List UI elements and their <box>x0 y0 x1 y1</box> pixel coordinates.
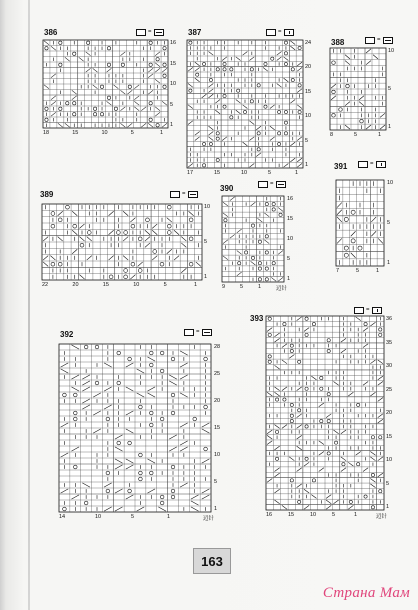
column-tick-label: 5 <box>268 170 272 176</box>
legend-blank-cell <box>258 181 268 188</box>
row-tick-label: 5 <box>387 220 391 226</box>
legend-equals: = <box>182 190 186 197</box>
legend-equals: = <box>366 306 370 313</box>
column-tick-label: 16 <box>266 512 273 518</box>
column-tick-label: 1 <box>160 130 164 136</box>
column-tick-label: 5 <box>356 268 360 274</box>
row-tick-label: 10 <box>386 457 393 463</box>
row-tick-label: 15 <box>170 60 177 67</box>
column-tick-label: 14 <box>59 514 66 520</box>
chart-391 <box>332 160 398 280</box>
column-tick-label: 5 <box>354 132 358 138</box>
row-tick-label: 5 <box>204 239 208 245</box>
column-tick-label: 15 <box>288 512 295 518</box>
row-tick-label: 10 <box>287 236 294 242</box>
chart-392 <box>56 328 226 532</box>
chart-number: 390 <box>220 184 234 193</box>
legend-equals: = <box>370 160 374 167</box>
chart-388 <box>325 36 397 142</box>
row-tick-label: 1 <box>387 260 391 266</box>
legend-equals: = <box>270 180 274 187</box>
stitch-grid <box>262 312 386 512</box>
row-tick-label: 1 <box>386 504 390 510</box>
column-tick-label: 5 <box>240 284 244 290</box>
chart-legend <box>266 28 294 36</box>
legend-symbol-cell <box>383 37 393 44</box>
column-tick-label: 1 <box>194 282 198 288</box>
row-tick-label: 1 <box>388 124 392 130</box>
column-tick-label: 10 <box>241 170 248 176</box>
row-tick-label: 16 <box>287 196 294 202</box>
row-tick-label: 20 <box>214 398 221 404</box>
chart-legend <box>365 36 393 44</box>
stitch-grid <box>56 336 213 514</box>
row-tick-label: 10 <box>170 81 177 87</box>
column-tick-label: 15 <box>72 130 79 136</box>
column-tick-label: 18 <box>43 130 50 136</box>
row-tick-label: 35 <box>386 339 393 346</box>
row-tick-label: 15 <box>305 88 312 95</box>
column-tick-label: 辺针 <box>203 516 215 522</box>
column-tick-label: 10 <box>133 282 140 288</box>
column-tick-label: 辺针 <box>376 514 388 520</box>
column-tick-label: 5 <box>130 130 134 136</box>
legend-blank-cell <box>365 37 375 44</box>
row-tick-label: 25 <box>386 386 393 393</box>
legend-blank-cell <box>184 329 194 336</box>
legend-symbol-cell <box>276 181 286 188</box>
column-tick-label: 20 <box>72 282 79 288</box>
column-tick-label: 15 <box>214 170 221 176</box>
row-tick-label: 1 <box>214 506 218 512</box>
chart-legend <box>358 160 386 168</box>
legend-equals: = <box>148 28 152 35</box>
stitch-grid <box>332 168 386 268</box>
page-number <box>193 548 231 574</box>
row-tick-label: 5 <box>170 101 174 108</box>
chart-number: 393 <box>250 314 264 323</box>
stitch-grid <box>184 36 305 170</box>
column-tick-label: 1 <box>354 512 358 518</box>
row-tick-label: 24 <box>305 40 312 46</box>
row-tick-label: 1 <box>305 162 309 168</box>
column-tick-label: 5 <box>131 514 135 520</box>
column-tick-label: 10 <box>101 130 108 136</box>
column-tick-label: 22 <box>42 282 49 288</box>
chart-number: 391 <box>334 162 348 171</box>
row-tick-label: 1 <box>170 122 174 128</box>
stitch-grid <box>220 188 286 284</box>
stitch-grid <box>38 198 204 282</box>
row-tick-label: 10 <box>388 48 395 54</box>
legend-equals: = <box>196 328 200 335</box>
row-tick-label: 10 <box>204 204 211 210</box>
chart-number: 387 <box>188 28 202 37</box>
legend-blank-cell <box>170 191 180 198</box>
column-tick-label: 辺针 <box>276 286 288 292</box>
column-tick-label: 8 <box>330 132 334 138</box>
column-tick-label: 1 <box>376 268 380 274</box>
column-tick-label: 1 <box>167 514 171 520</box>
page-number-label: 163 <box>201 553 223 569</box>
column-tick-label: 5 <box>332 512 336 518</box>
column-tick-label: 1 <box>295 170 299 176</box>
legend-symbol-cell <box>202 329 212 336</box>
row-tick-label: 25 <box>214 371 221 377</box>
row-tick-label: 5 <box>287 256 291 262</box>
legend-symbol-cell <box>154 29 164 36</box>
legend-symbol-cell <box>188 191 198 198</box>
row-tick-label: 5 <box>305 137 309 144</box>
legend-equals: = <box>377 36 381 43</box>
chart-legend <box>170 190 198 198</box>
row-tick-label: 1 <box>204 274 208 280</box>
chart-387 <box>184 28 314 176</box>
book-binding <box>28 0 30 610</box>
row-tick-label: 15 <box>287 216 294 222</box>
column-tick-label: 1 <box>378 132 382 138</box>
legend-equals: = <box>278 28 282 35</box>
row-tick-label: 5 <box>214 479 218 485</box>
legend-blank-cell <box>358 161 368 168</box>
legend-blank-cell <box>136 29 146 36</box>
chart-number: 389 <box>40 190 54 199</box>
chart-legend <box>136 28 164 36</box>
chart-389 <box>38 190 214 296</box>
row-tick-label: 10 <box>214 452 221 458</box>
row-tick-label: 5 <box>386 480 390 487</box>
row-tick-label: 10 <box>387 180 394 186</box>
chart-number: 388 <box>331 38 345 47</box>
row-tick-label: 15 <box>214 425 221 431</box>
chart-legend <box>184 328 212 336</box>
stitch-grid <box>40 36 170 130</box>
row-tick-label: 20 <box>386 410 393 416</box>
chart-390 <box>220 180 304 300</box>
column-tick-label: 7 <box>336 268 340 274</box>
column-tick-label: 10 <box>95 514 102 520</box>
column-tick-label: 9 <box>222 284 226 290</box>
chart-number: 386 <box>44 28 58 37</box>
column-tick-label: 17 <box>187 170 194 176</box>
stitch-grid <box>325 44 388 132</box>
row-tick-label: 5 <box>388 86 392 92</box>
column-tick-label: 10 <box>310 512 317 518</box>
chart-386 <box>40 28 180 136</box>
row-tick-label: 10 <box>305 113 312 120</box>
legend-blank-cell <box>266 29 276 36</box>
column-tick-label: 5 <box>163 282 167 288</box>
chart-number: 392 <box>60 330 74 339</box>
row-tick-label: 20 <box>305 64 312 71</box>
row-tick-label: 30 <box>386 363 393 369</box>
legend-symbol-cell <box>376 161 386 168</box>
watermark: Страна Мам <box>322 585 410 601</box>
row-tick-label: 1 <box>287 276 291 282</box>
chart-393 <box>250 306 398 528</box>
column-tick-label: 15 <box>102 282 109 288</box>
chart-legend <box>258 180 286 188</box>
column-tick-label: 1 <box>258 284 262 290</box>
row-tick-label: 16 <box>170 40 177 46</box>
row-tick-label: 15 <box>386 433 393 440</box>
row-tick-label: 36 <box>386 316 393 322</box>
legend-symbol-cell <box>284 29 294 36</box>
row-tick-label: 28 <box>214 344 221 350</box>
